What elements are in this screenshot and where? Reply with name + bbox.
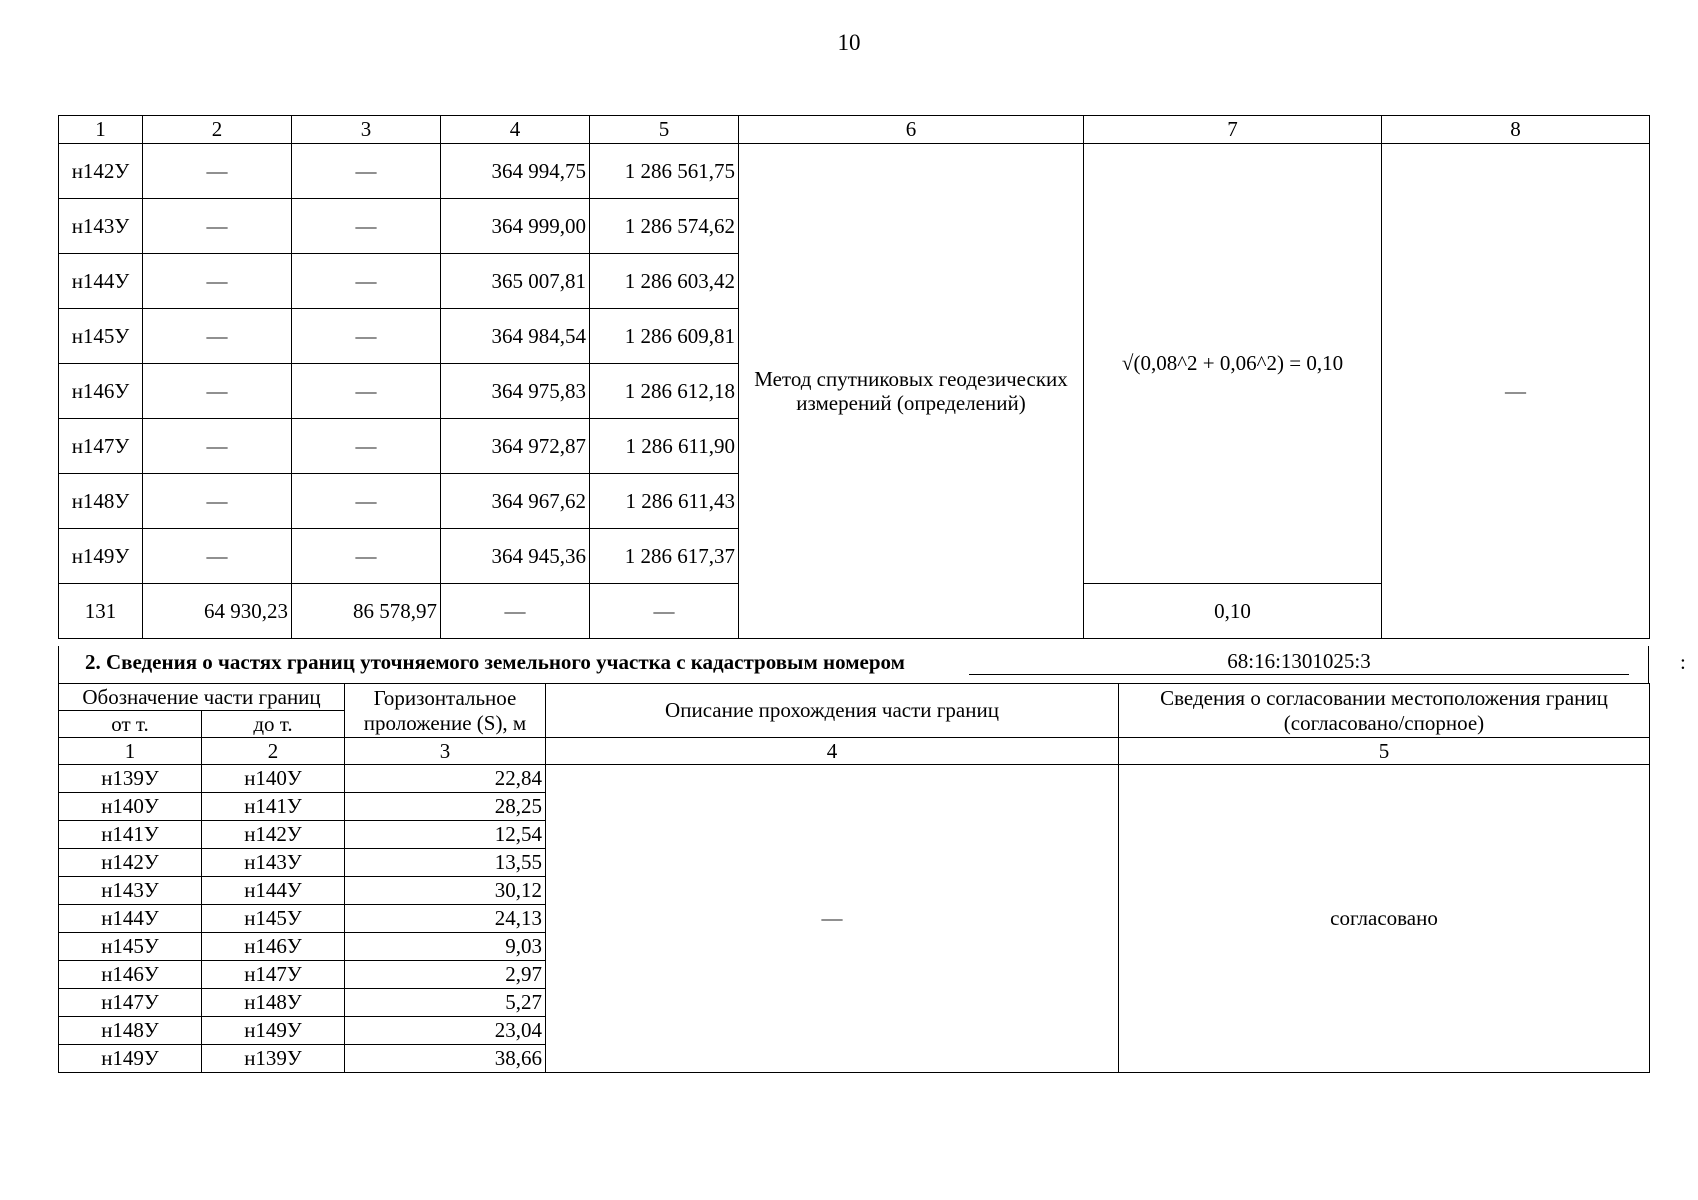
coordinate-x: 364 999,00: [441, 199, 590, 254]
accuracy-formula-cell: √(0,08^2 + 0,06^2) = 0,10: [1084, 144, 1382, 584]
description-cell: —: [546, 765, 1119, 1073]
coordinate-x: 364 994,75: [441, 144, 590, 199]
coordinate-x: 364 984,54: [441, 309, 590, 364]
column-number: 4: [441, 116, 590, 144]
from-point: н149У: [59, 1045, 202, 1073]
coordinate-x: 364 945,36: [441, 529, 590, 584]
from-point: н140У: [59, 793, 202, 821]
coordinate-y: 1 286 561,75: [590, 144, 739, 199]
to-point: н144У: [202, 877, 345, 905]
page-number: 10: [837, 30, 861, 55]
table-cell: —: [292, 474, 441, 529]
section2-header: [58, 646, 1686, 683]
table-cell: —: [143, 364, 292, 419]
table-cell: —: [292, 254, 441, 309]
table-row: [59, 144, 1650, 199]
coordinates-table: [58, 115, 1650, 639]
boundary-parts-table: [58, 683, 1650, 1073]
table-cell: —: [143, 254, 292, 309]
point-label: н144У: [59, 254, 143, 309]
col8-cell: —: [1382, 144, 1650, 639]
table-cell: —: [292, 419, 441, 474]
coordinate-y: 1 286 609,81: [590, 309, 739, 364]
header-designation: Обозначение части границ: [59, 684, 345, 711]
distance: 22,84: [345, 765, 546, 793]
from-point: н148У: [59, 1017, 202, 1045]
column-number: 3: [345, 738, 546, 765]
distance: 5,27: [345, 989, 546, 1017]
to-point: н145У: [202, 905, 345, 933]
column-number: 2: [143, 116, 292, 144]
section-title: 2. Сведения о частях границ уточняемого земельного участка с кадастровым номером: [85, 650, 905, 674]
from-point: н142У: [59, 849, 202, 877]
distance: 12,54: [345, 821, 546, 849]
coordinate-y: 1 286 612,18: [590, 364, 739, 419]
point-label: н149У: [59, 529, 143, 584]
underline: [969, 674, 1629, 675]
distance: 2,97: [345, 961, 546, 989]
from-point: н143У: [59, 877, 202, 905]
table-cell: —: [143, 144, 292, 199]
column-number: 3: [292, 116, 441, 144]
column-number-row: [59, 116, 1650, 144]
column-number: 7: [1084, 116, 1382, 144]
table-cell: —: [292, 529, 441, 584]
coordinate-y: —: [590, 584, 739, 639]
from-point: н147У: [59, 989, 202, 1017]
coordinate-x: 364 967,62: [441, 474, 590, 529]
to-point: н148У: [202, 989, 345, 1017]
distance: 23,04: [345, 1017, 546, 1045]
distance: 30,12: [345, 877, 546, 905]
column-number: 2: [202, 738, 345, 765]
column-number: 4: [546, 738, 1119, 765]
distance: 9,03: [345, 933, 546, 961]
from-point: н141У: [59, 821, 202, 849]
point-label: н146У: [59, 364, 143, 419]
coordinate-y: 1 286 603,42: [590, 254, 739, 309]
point-label: н143У: [59, 199, 143, 254]
to-point: н143У: [202, 849, 345, 877]
coordinate-x: 365 007,81: [441, 254, 590, 309]
colon: :: [1680, 650, 1686, 674]
table-cell: 86 578,97: [292, 584, 441, 639]
distance: 24,13: [345, 905, 546, 933]
table-cell: —: [292, 199, 441, 254]
to-point: н140У: [202, 765, 345, 793]
table-cell: —: [292, 144, 441, 199]
to-point: н147У: [202, 961, 345, 989]
distance: 13,55: [345, 849, 546, 877]
header-agreement: Сведения о согласовании местоположения границ (согласовано/спорное): [1119, 684, 1650, 738]
to-point: н149У: [202, 1017, 345, 1045]
table-cell: —: [292, 309, 441, 364]
point-label: н148У: [59, 474, 143, 529]
table-cell: 64 930,23: [143, 584, 292, 639]
from-point: н144У: [59, 905, 202, 933]
header-distance: Горизонтальное проложение (S), м: [345, 684, 546, 738]
table-cell: —: [143, 199, 292, 254]
distance: 38,66: [345, 1045, 546, 1073]
coordinate-y: 1 286 617,37: [590, 529, 739, 584]
point-label: н142У: [59, 144, 143, 199]
table-cell: —: [143, 529, 292, 584]
column-number: 5: [1119, 738, 1650, 765]
table-row: [59, 765, 1650, 793]
to-point: н142У: [202, 821, 345, 849]
cadastral-number: 68:16:1301025:3: [1227, 649, 1371, 673]
table-cell: —: [143, 309, 292, 364]
to-point: н146У: [202, 933, 345, 961]
coordinate-y: 1 286 574,62: [590, 199, 739, 254]
table-cell: —: [143, 419, 292, 474]
point-label: 131: [59, 584, 143, 639]
column-number-row: [59, 738, 1650, 765]
from-point: н146У: [59, 961, 202, 989]
method-cell: Метод спутниковых геодезических измерений (определений): [739, 144, 1084, 639]
coordinate-y: 1 286 611,43: [590, 474, 739, 529]
column-number: 8: [1382, 116, 1650, 144]
column-number: 5: [590, 116, 739, 144]
accuracy-last-cell: 0,10: [1084, 584, 1382, 639]
table-cell: —: [143, 474, 292, 529]
column-number: 1: [59, 738, 202, 765]
header-from: от т.: [59, 711, 202, 738]
to-point: н141У: [202, 793, 345, 821]
point-label: н145У: [59, 309, 143, 364]
header-row: [59, 684, 1650, 711]
column-number: 1: [59, 116, 143, 144]
from-point: н139У: [59, 765, 202, 793]
coordinate-x: 364 975,83: [441, 364, 590, 419]
header-description: Описание прохождения части границ: [546, 684, 1119, 738]
coordinate-x: 364 972,87: [441, 419, 590, 474]
column-number: 6: [739, 116, 1084, 144]
header-to: до т.: [202, 711, 345, 738]
table-cell: —: [292, 364, 441, 419]
distance: 28,25: [345, 793, 546, 821]
coordinate-x: —: [441, 584, 590, 639]
coordinate-y: 1 286 611,90: [590, 419, 739, 474]
from-point: н145У: [59, 933, 202, 961]
to-point: н139У: [202, 1045, 345, 1073]
agreement-cell: согласовано: [1119, 765, 1650, 1073]
point-label: н147У: [59, 419, 143, 474]
